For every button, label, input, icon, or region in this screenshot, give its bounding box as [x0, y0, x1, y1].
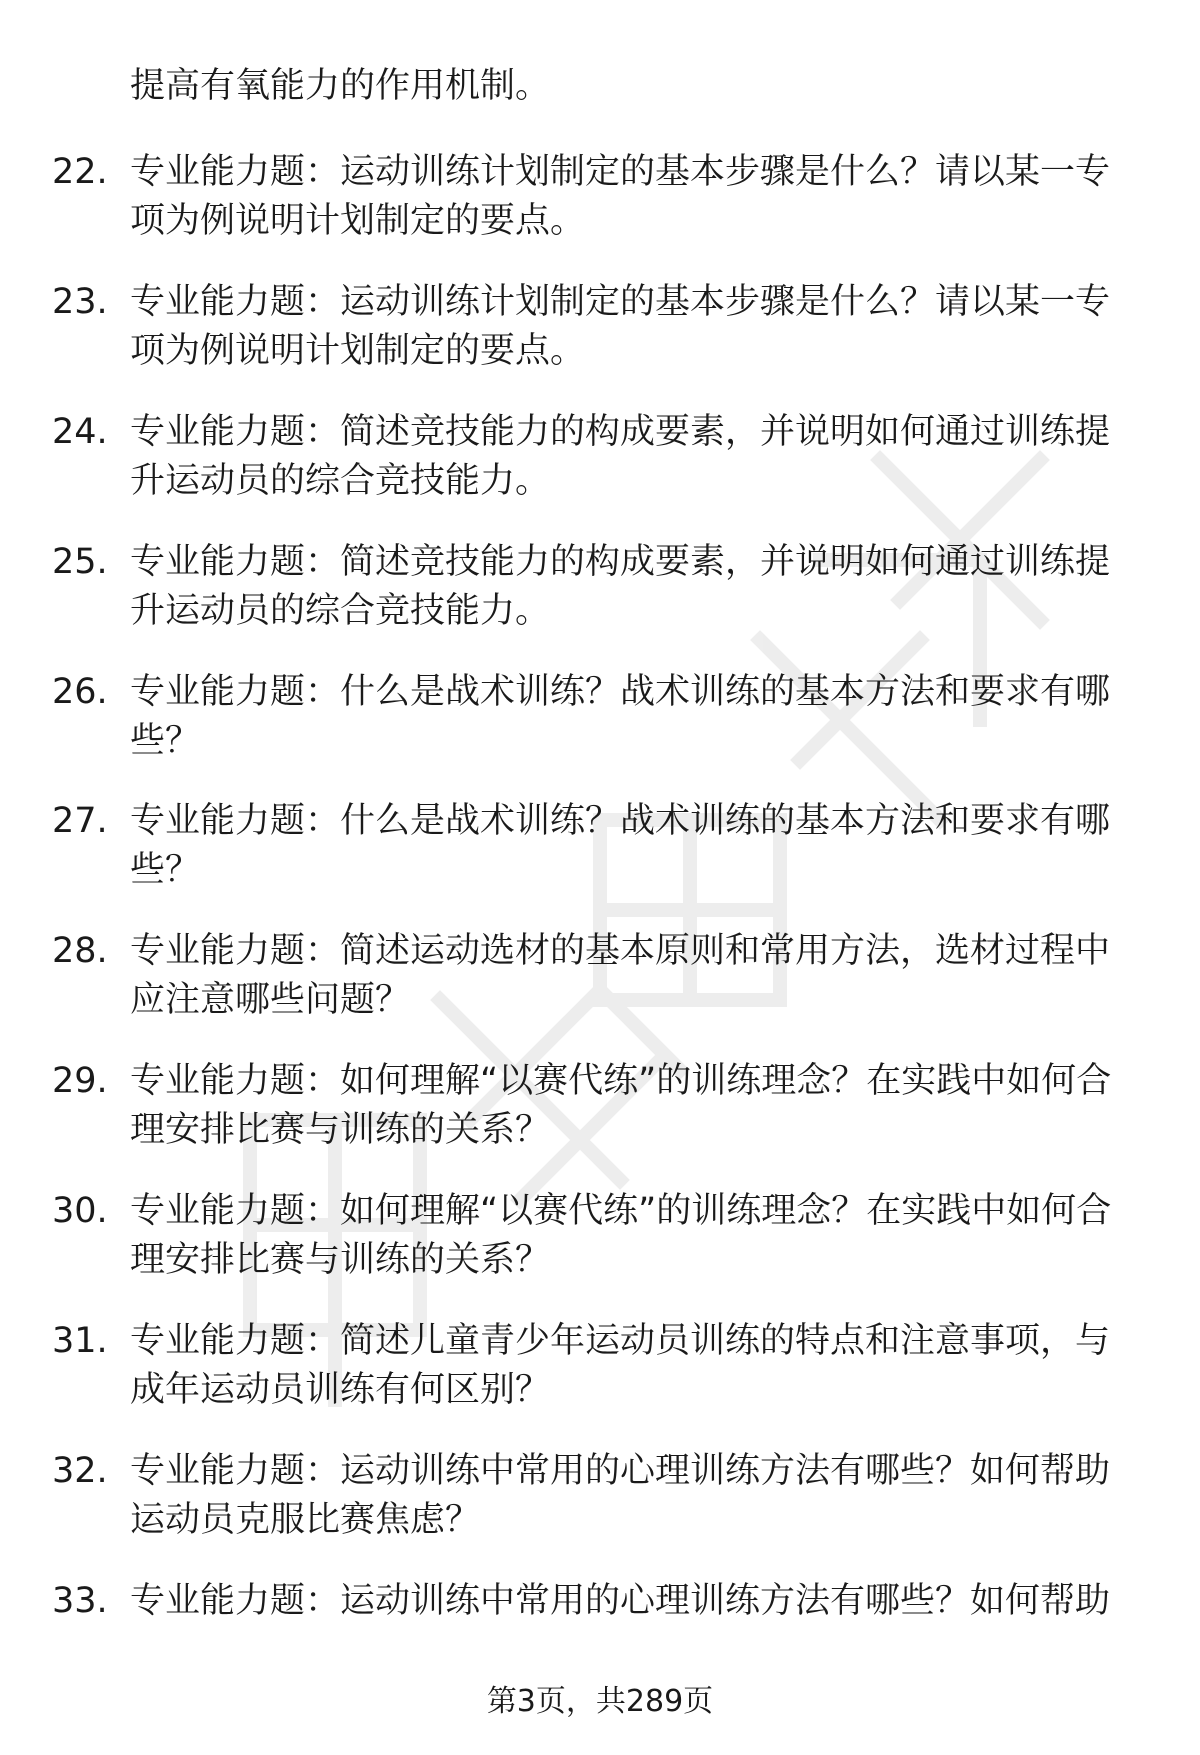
question-text: 专业能力题：如何理解“以赛代练”的训练理念？在实践中如何合理安排比赛与训练的关系？: [130, 1061, 1112, 1151]
question-number: 32.: [52, 1450, 108, 1491]
question-number: 25.: [52, 541, 108, 582]
question-text: 专业能力题：什么是战术训练？战术训练的基本方法和要求有哪些？: [130, 801, 1111, 891]
question-item: [0, 1317, 1200, 1447]
question-item: [0, 1057, 1200, 1187]
question-number: 22.: [52, 152, 108, 192]
question-item: [0, 148, 1200, 278]
question-item: [0, 668, 1200, 798]
question-number: 23.: [52, 281, 108, 322]
question-text: 专业能力题：如何理解“以赛代练”的训练理念？在实践中如何合理安排比赛与训练的关系？: [130, 1191, 1112, 1281]
question-item: [0, 408, 1200, 538]
question-number: 31.: [52, 1321, 108, 1362]
question-text: 专业能力题：运动训练中常用的心理训练方法有哪些？如何帮助运动员克服比赛焦虑？: [130, 1450, 1111, 1540]
question-number: 26.: [52, 671, 108, 712]
question-text: 专业能力题：简述儿童青少年运动员训练的特点和注意事项，与成年运动员训练有何区别？: [130, 1321, 1111, 1411]
question-number: 24.: [52, 411, 108, 452]
question-number: 28.: [52, 931, 108, 972]
question-text: 专业能力题：运动训练计划制定的基本步骤是什么？请以某一专项为例说明计划制定的要点。: [130, 152, 1111, 241]
question-number: 33.: [52, 1580, 108, 1621]
question-text: 专业能力题：简述运动选材的基本原则和常用方法，选材过程中应注意哪些问题？: [130, 931, 1111, 1021]
question-text: 专业能力题：运动训练计划制定的基本步骤是什么？请以某一专项为例说明计划制定的要点。: [130, 281, 1111, 371]
question-item: [0, 927, 1200, 1057]
continuation-line: 提高有氧能力的作用机制。: [130, 66, 551, 106]
question-item: [0, 1187, 1200, 1317]
question-number: 29.: [52, 1061, 108, 1102]
question-list: [0, 148, 1200, 1707]
question-item: [0, 1447, 1200, 1577]
question-text: 专业能力题：简述竞技能力的构成要素，并说明如何通过训练提升运动员的综合竞技能力。: [130, 411, 1111, 501]
page-footer: 第3页，共289页: [486, 1684, 714, 1719]
question-item: [0, 538, 1200, 668]
question-item: [0, 278, 1200, 408]
question-number: 30.: [52, 1191, 108, 1232]
question-text: 专业能力题：运动训练中常用的心理训练方法有哪些？如何帮助: [130, 1580, 1111, 1621]
question-text: 专业能力题：什么是战术训练？战术训练的基本方法和要求有哪些？: [130, 671, 1111, 761]
question-number: 27.: [52, 801, 108, 842]
question-text: 专业能力题：简述竞技能力的构成要素，并说明如何通过训练提升运动员的综合竞技能力。: [130, 541, 1111, 631]
question-item: [0, 797, 1200, 927]
